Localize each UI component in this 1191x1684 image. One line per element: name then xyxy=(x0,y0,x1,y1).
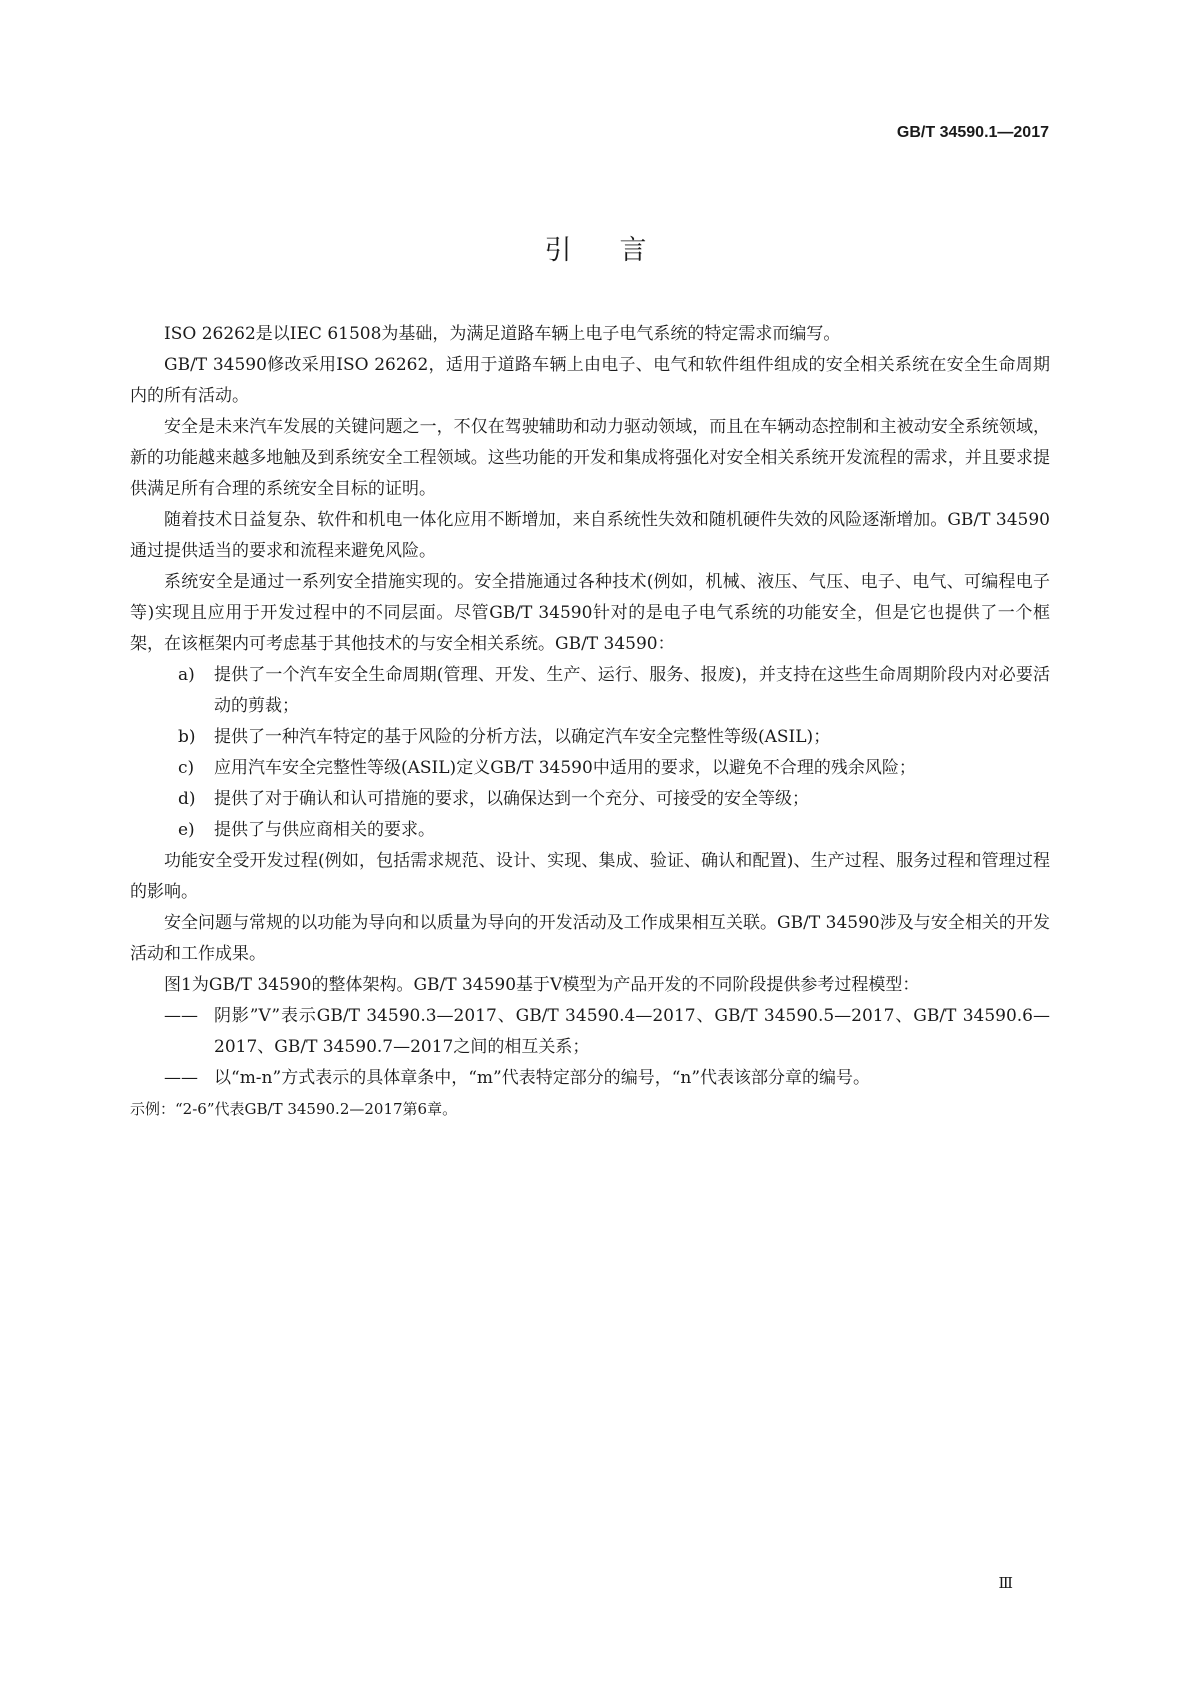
paragraph: 安全是未来汽车发展的关键问题之一，不仅在驾驶辅助和动力驱动领域，而且在车辆动态控制和主被动安全系统领域，新的功能越来越多地触及到系统安全工程领域。这些功能的开发和集成将强化对安全相关系统开发流程的需求，并且要求提供满足所有合理的系统安全目标的证明。 xyxy=(130,417,1050,499)
dash-item xyxy=(130,1001,1050,1063)
list-item xyxy=(130,753,1050,784)
list-marker: b) xyxy=(178,727,196,747)
paragraph: 图1为GB/T 34590的整体架构。GB/T 34590基于V模型为产品开发的不同阶段提供参考过程模型： xyxy=(164,975,920,995)
example-text: “2-6”代表GB/T 34590.2—2017第6章。 xyxy=(175,1100,458,1118)
list-item-text: 提供了一个汽车安全生命周期(管理、开发、生产、运行、服务、报废)，并支持在这些生命周期阶段内对必要活动的剪裁； xyxy=(214,665,1050,716)
dash-marker: —— xyxy=(164,1068,198,1088)
dash-list xyxy=(130,1001,1050,1094)
paragraph: GB/T 34590修改采用ISO 26262，适用于道路车辆上由电子、电气和软件组件组成的安全相关系统在安全生命周期内的所有活动。 xyxy=(130,355,1050,406)
example-label: 示例： xyxy=(130,1100,176,1118)
page-title: 引言 xyxy=(544,235,695,266)
paragraph: 系统安全是通过一系列安全措施实现的。安全措施通过各种技术(例如，机械、液压、气压、电子、电气、可编程电子等)实现且应用于开发过程中的不同层面。尽管GB/T 34590针对的是电子电气系统的功能安全，但是它也提供了一个框架，在该框架内可考虑基于其他技术的与安全相关系统。GB/T 34590： xyxy=(130,572,1050,654)
example-note xyxy=(130,1094,1050,1125)
body-text xyxy=(130,319,1050,1125)
feature-list xyxy=(130,660,1050,846)
list-item-text: 提供了对于确认和认可措施的要求，以确保达到一个充分、可接受的安全等级； xyxy=(214,789,809,809)
list-marker: e) xyxy=(178,820,195,840)
dash-item xyxy=(130,1063,1050,1094)
list-item xyxy=(130,815,1050,846)
dash-item-text: 以“m-n”方式表示的具体章条中，“m”代表特定部分的编号，“n”代表该部分章的编号。 xyxy=(214,1068,871,1088)
standard-number: GB/T 34590.1—2017 xyxy=(896,124,1049,141)
list-item xyxy=(130,722,1050,753)
dash-marker: —— xyxy=(164,1006,198,1026)
list-item xyxy=(130,660,1050,722)
list-marker: d) xyxy=(178,789,196,809)
paragraph: ISO 26262是以IEC 61508为基础，为满足道路车辆上电子电气系统的特定需求而编写。 xyxy=(164,324,841,344)
list-item-text: 提供了一种汽车特定的基于风险的分析方法，以确定汽车安全完整性等级(ASIL)； xyxy=(214,727,831,747)
list-item-text: 应用汽车安全完整性等级(ASIL)定义GB/T 34590中适用的要求，以避免不合理的残余风险； xyxy=(214,758,916,778)
list-marker: a) xyxy=(178,665,195,685)
list-item-text: 提供了与供应商相关的要求。 xyxy=(214,820,435,840)
paragraph: 安全问题与常规的以功能为导向和以质量为导向的开发活动及工作成果相互关联。GB/T 34590涉及与安全相关的开发活动和工作成果。 xyxy=(130,913,1050,964)
dash-item-text: 阴影”V”表示GB/T 34590.3—2017、GB/T 34590.4—2017、GB/T 34590.5—2017、GB/T 34590.6—2017、GB/T 34590.7—2017之间的相互关系； xyxy=(214,1006,1050,1057)
page-number: Ⅲ xyxy=(998,1574,1013,1592)
paragraph: 随着技术日益复杂、软件和机电一体化应用不断增加，来自系统性失效和随机硬件失效的风险逐渐增加。GB/T 34590通过提供适当的要求和流程来避免风险。 xyxy=(130,510,1050,561)
paragraph: 功能安全受开发过程(例如，包括需求规范、设计、实现、集成、验证、确认和配置)、生产过程、服务过程和管理过程的影响。 xyxy=(130,851,1050,902)
list-item xyxy=(130,784,1050,815)
list-marker: c) xyxy=(178,758,195,778)
